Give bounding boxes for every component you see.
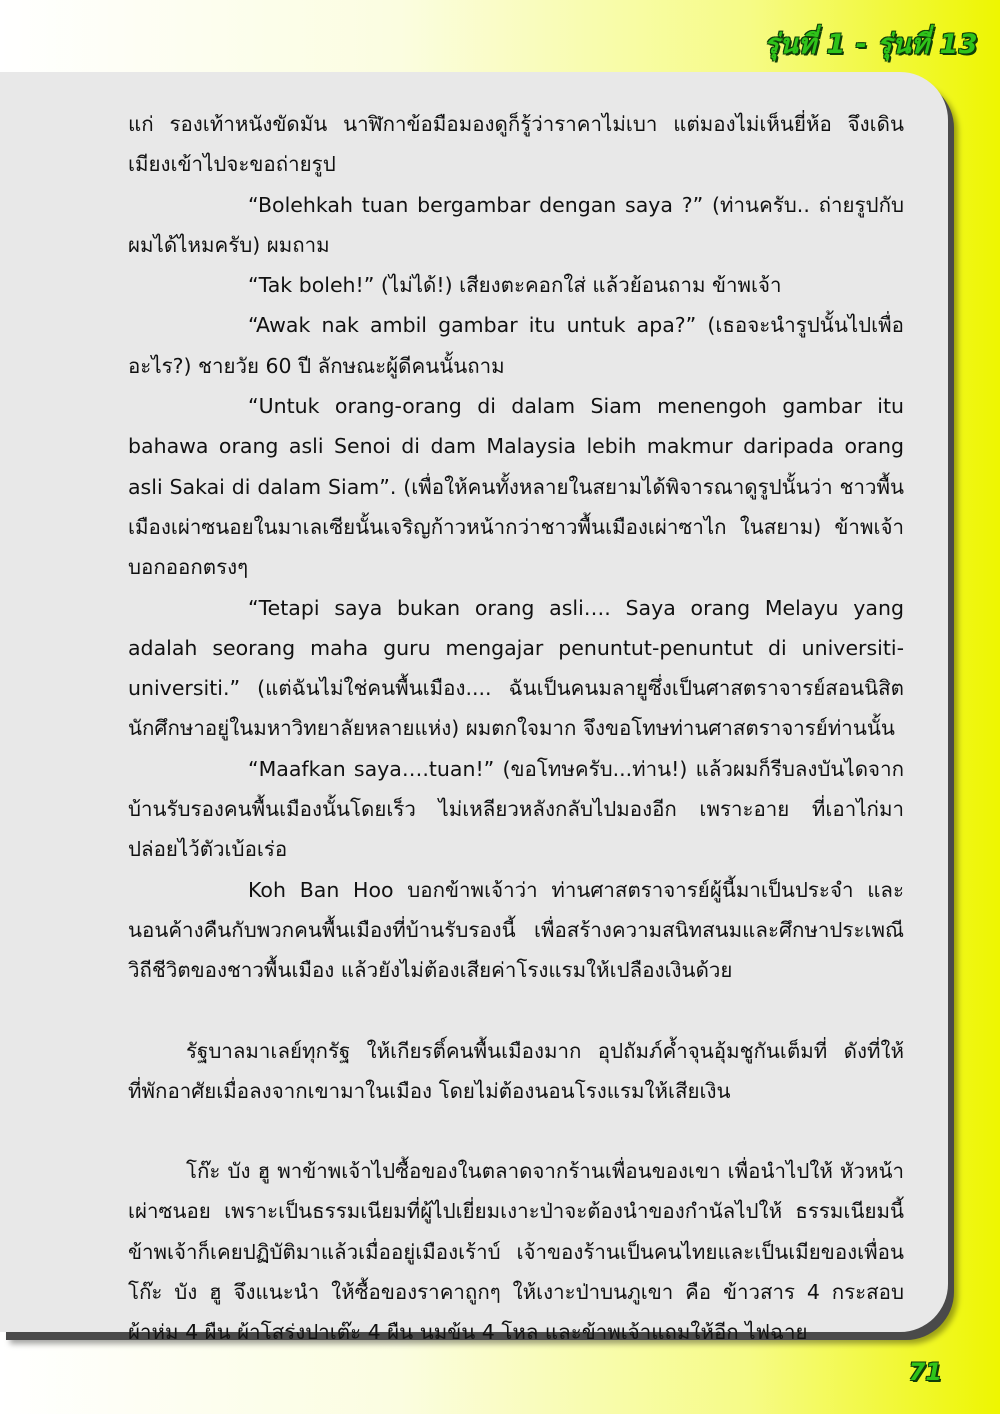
paragraph: “Awak nak ambil gambar itu untuk apa?” (เธอจะนำรูปนั้นไปเพื่ออะไร?) ชายวัย 60 ปี ลักษณะผู้ดีคนนั้นถาม <box>128 313 904 378</box>
paragraph: “Maafkan saya….tuan!” (ขอโทษครับ...ท่าน!) แล้วผมก็รีบลงบันไดจากบ้านรับรองคนพื้นเมืองนั้นโดยเร็ว ไม่เหลียวหลังกลับไปมองอีก เพราะอาย ที่เอาไก่มาปล่อยไว้ตัวเบ้อเร่อ <box>128 756 904 862</box>
paragraph: “Tak boleh!” (ไม่ได้!) เสียงตะคอกใส่ แล้วย้อนถาม ข้าพเจ้า <box>248 273 782 298</box>
section-header: รุ่นที่ 1 - รุ่นที่ 13 <box>764 29 978 60</box>
paragraph: รัฐบาลมาเลย์ทุกรัฐ ให้เกียรติ์คนพื้นเมืองมาก อุปถัมภ์ค้ำจุนอุ้มชูกันเต็มที่ ดังที่ให้ที่พักอาศัยเมื่อลงจากเขามาในเมือง โดยไม่ต้องนอนโรงแรมให้เสียเงิน <box>128 1038 904 1103</box>
paragraph: “Bolehkah tuan bergambar dengan saya ?” (ท่านครับ.. ถ่ายรูปกับผมได้ไหมครับ) ผมถาม <box>128 192 904 257</box>
paragraph: โก๊ะ บัง ฮู พาข้าพเจ้าไปซื้อของในตลาดจากร้านเพื่อนของเขา เพื่อนำไปให้ หัวหน้าเผ่าซนอย เพราะเป็นธรรมเนียมที่ผู้ไปเยี่ยมเงาะป่าจะต้องนำของกำนัลไปให้ ธรรมเนียมนี้ข้าพเจ้าก็เคยปฏิบัติมาแล้วเมื่ออยู่เมืองเร้าบ์ เจ้าของร้านเป็นคนไทยและเป็นเมียของเพื่อน โก๊ะ บัง ฮู จึงแนะนำ ให้ซื้อของราคาถูกๆ ให้เงาะป่าบนภูเขา คือ ข้าวสาร 4 กระสอบ ผ้าห่ม 4 ผืน ผ้าโสร่งปาเต๊ะ 4 ผืน นมข้น 4 โหล และข้าพเจ้าแถมให้อีก ไฟฉาย <box>128 1159 904 1345</box>
paragraph: แก่ รองเท้าหนังขัดมัน นาฬิกาข้อมือมองดูก็รู้ว่าราคาไม่เบา แต่มองไม่เห็นยี่ห้อ จึงเดินเมียงเข้าไปจะขอถ่ายรูป <box>128 112 904 177</box>
paragraph: “Tetapi saya bukan orang asli…. Saya orang Melayu yang adalah seorang maha guru mengajar penuntut-penuntut di universiti-universiti.” (แต่ฉันไม่ใช่คนพื้นเมือง.... ฉันเป็นคนมลายูซึ่งเป็นศาสตราจารย์สอนนิสิตนักศึกษาอยู่ในมหาวิทยาลัยหลายแห่ง) ผมตกใจมาก จึงขอโทษท่านศาสตราจารย์ท่านนั้น <box>128 595 904 741</box>
paragraph: Koh Ban Hoo บอกข้าพเจ้าว่า ท่านศาสตราจารย์ผู้นี้มาเป็นประจำ และนอนค้างคืนกับพวกคนพื้นเมืองที่บ้านรับรองนี้ เพื่อสร้างความสนิทสนมและศึกษาประเพณีวิถีชีวิตของชาวพื้นเมือง แล้วยังไม่ต้องเสียค่าโรงแรมให้เปลืองเงินด้วย <box>128 877 904 983</box>
paragraph: “Untuk orang-orang di dalam Siam menengoh gambar itu bahawa orang asli Senoi di dam Malaysia lebih makmur daripada orang asli Sakai di dalam Siam”. (เพื่อให้คนทั้งหลายในสยามได้พิจารณาดูรูปนั้นว่า ชาวพื้นเมืองเผ่าซนอยในมาเลเซียนั้นเจริญก้าวหน้ากว่าชาวพื้นเมืองเผ่าซาไก ในสยาม) ข้าพเจ้าบอกออกตรงๆ <box>128 394 904 580</box>
body-text <box>128 104 904 1353</box>
page-number: 71 <box>908 1358 942 1386</box>
